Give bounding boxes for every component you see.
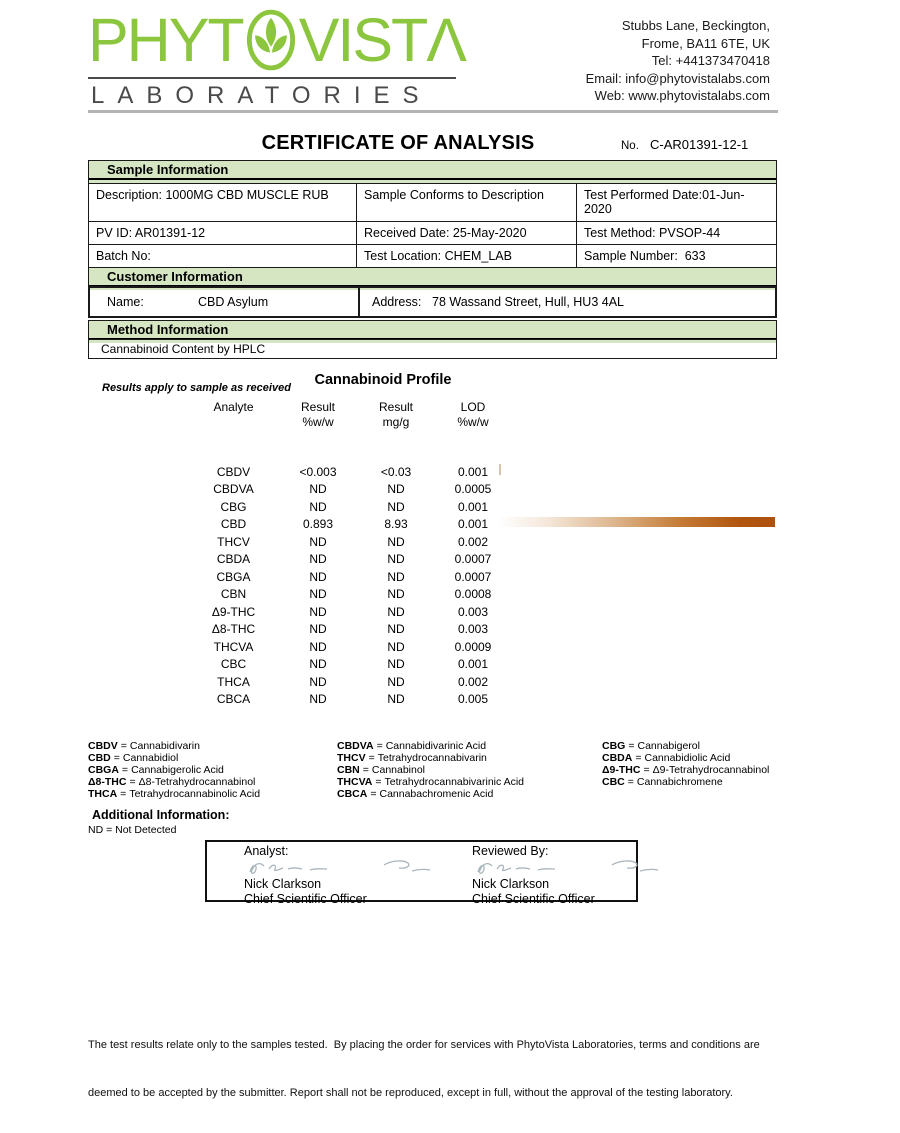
customer-address-cell bbox=[358, 288, 775, 316]
additional-information-title: Additional Information: bbox=[92, 808, 230, 822]
lod-value: 0.002 bbox=[457, 534, 489, 549]
result-pct: <0.003 bbox=[299, 464, 337, 479]
footer-line: deemed to be accepted by the submitter. Report shall not be reproduced, except in full, without the approval of the testing laboratory. bbox=[88, 1087, 733, 1099]
footer-disclaimer bbox=[88, 1005, 833, 1133]
result-pct: ND bbox=[309, 569, 327, 584]
analyte-row bbox=[191, 516, 514, 534]
analyte-row bbox=[191, 638, 514, 656]
result-pct: ND bbox=[309, 657, 327, 672]
table-row bbox=[89, 245, 777, 268]
analyte-header: Analyte bbox=[213, 400, 254, 414]
result-pct: ND bbox=[309, 482, 327, 497]
analyte-name: THCV bbox=[217, 534, 250, 549]
customer-information-box bbox=[88, 286, 777, 318]
reviewed-by-label: Reviewed By: bbox=[472, 844, 549, 858]
analyte-name: THCA bbox=[217, 674, 250, 689]
result-mg-header: Result mg/g bbox=[378, 400, 413, 429]
result-pct: ND bbox=[309, 499, 327, 514]
legend-item: CBD = Cannabidiol bbox=[88, 751, 179, 764]
legend-item: CBG = Cannabigerol bbox=[602, 740, 700, 752]
analyte-name: CBCA bbox=[216, 692, 251, 707]
lod-value: 0.002 bbox=[457, 674, 489, 689]
analyte-name: CBG bbox=[220, 499, 247, 514]
customer-name-label: Name: bbox=[107, 295, 144, 309]
reviewer-title: Chief Scientific Officer bbox=[472, 892, 595, 906]
test-method-cell: Test Method: PVSOP-44 bbox=[577, 222, 777, 245]
result-mg: ND bbox=[387, 692, 405, 707]
description-cell: Description: 1000MG CBD MUSCLE RUB bbox=[89, 184, 357, 222]
legend-item: CBCA = Cannabachromenic Acid bbox=[337, 787, 494, 800]
legend-column-1 bbox=[88, 741, 260, 801]
logo-text-pre: PHYT bbox=[88, 5, 243, 74]
analyte-name: Δ8-THC bbox=[211, 622, 256, 637]
concentration-gradient-bar bbox=[498, 517, 775, 527]
certificate-no-label: No. bbox=[621, 140, 639, 152]
analyst-name: Nick Clarkson bbox=[244, 877, 322, 891]
reviewer-signature bbox=[472, 859, 662, 877]
analyte-name: CBC bbox=[220, 657, 247, 672]
legend-item: CBDVA = Cannabidivarinic Acid bbox=[337, 740, 487, 752]
received-date-cell: Received Date: 25-May-2020 bbox=[357, 222, 577, 245]
legend-item: THCA = Tetrahydrocannabinolic Acid bbox=[88, 787, 261, 800]
analyte-name: CBGA bbox=[216, 569, 251, 584]
analyte-name: CBD bbox=[220, 517, 247, 532]
legend-item: CBN = Cannabinol bbox=[337, 763, 426, 776]
legend-column-3 bbox=[602, 741, 769, 789]
analyte-name: Δ9-THC bbox=[211, 604, 256, 619]
certificate-title: CERTIFICATE OF ANALYSIS bbox=[261, 132, 535, 154]
customer-name-value: CBD Asylum bbox=[198, 295, 269, 309]
result-mg: ND bbox=[387, 482, 405, 497]
cannabinoid-results-table bbox=[191, 463, 514, 708]
logo-wordmark bbox=[88, 5, 466, 74]
customer-name-cell bbox=[90, 288, 358, 316]
lod-header: LOD %w/w bbox=[457, 400, 489, 429]
method-information-box: Cannabinoid Content by HPLC bbox=[88, 339, 777, 359]
results-note: Results apply to sample as received bbox=[102, 382, 291, 394]
result-mg: ND bbox=[387, 604, 405, 619]
analyst-label: Analyst: bbox=[244, 844, 289, 858]
customer-address-value: 78 Wassand Street, Hull, HU3 4AL bbox=[432, 295, 624, 309]
analyte-row bbox=[191, 498, 514, 516]
pv-id-cell: PV ID: AR01391-12 bbox=[89, 222, 357, 245]
result-mg: ND bbox=[387, 587, 405, 602]
header-divider bbox=[88, 110, 778, 113]
chromatogram-tick bbox=[499, 464, 501, 475]
contact-line-address2: Frome, BA11 6TE, UK bbox=[641, 35, 770, 51]
lod-value: 0.0007 bbox=[454, 552, 492, 567]
test-performed-date-cell: Test Performed Date:01-Jun-2020 bbox=[577, 184, 777, 222]
analyte-row bbox=[191, 533, 514, 551]
legend-item: THCVA = Tetrahydrocannabivarinic Acid bbox=[337, 775, 525, 788]
result-pct: 0.893 bbox=[302, 517, 334, 532]
sample-information-band bbox=[88, 160, 777, 183]
customer-information-title: Customer Information bbox=[89, 268, 776, 287]
analyte-row bbox=[191, 621, 514, 639]
result-mg: ND bbox=[387, 639, 405, 654]
legend-item: CBDV = Cannabidivarin bbox=[88, 740, 200, 752]
analyte-row bbox=[191, 463, 514, 481]
result-mg: ND bbox=[387, 674, 405, 689]
contact-line-web: Web: www.phytovistalabs.com bbox=[594, 88, 770, 103]
lod-value: 0.005 bbox=[457, 692, 489, 707]
reviewer-name: Nick Clarkson bbox=[472, 877, 550, 891]
contact-line-tel: Tel: +441373470418 bbox=[651, 53, 770, 68]
logo-subtext: LABORATORIES bbox=[91, 82, 432, 109]
signature-box bbox=[205, 840, 638, 906]
result-pct-header: Result %w/w bbox=[300, 400, 335, 429]
result-mg: ND bbox=[387, 657, 405, 672]
lod-value: 0.0008 bbox=[454, 587, 492, 602]
analyte-name: CBN bbox=[220, 587, 247, 602]
leaf-icon bbox=[246, 9, 296, 71]
sample-information-table bbox=[88, 183, 777, 268]
legend-item: Δ9-THC = Δ9-Tetrahydrocannabinol bbox=[602, 763, 770, 776]
analyst-signature bbox=[244, 859, 434, 877]
analyte-row bbox=[191, 568, 514, 586]
result-mg: <0.03 bbox=[380, 464, 412, 479]
analyte-row bbox=[191, 673, 514, 691]
legend-item: CBGA = Cannabigerolic Acid bbox=[88, 763, 224, 776]
sample-number-cell: Sample Number: 633 bbox=[577, 245, 777, 268]
lod-value: 0.003 bbox=[457, 622, 489, 637]
analyte-row bbox=[191, 691, 514, 709]
analyte-row bbox=[191, 603, 514, 621]
result-pct: ND bbox=[309, 692, 327, 707]
profile-column-headers bbox=[191, 400, 514, 430]
result-pct: ND bbox=[309, 587, 327, 602]
analyst-title: Chief Scientific Officer bbox=[244, 892, 367, 906]
lod-value: 0.001 bbox=[457, 464, 489, 479]
lab-contact-info bbox=[586, 17, 770, 105]
result-mg: ND bbox=[387, 534, 405, 549]
sample-information-title: Sample Information bbox=[89, 161, 776, 180]
legend-item: CBDA = Cannabidiolic Acid bbox=[602, 751, 731, 764]
result-mg: ND bbox=[387, 499, 405, 514]
logo-divider bbox=[88, 77, 456, 79]
batch-no-cell: Batch No: bbox=[89, 245, 357, 268]
conforms-cell: Sample Conforms to Description bbox=[357, 184, 577, 222]
reviewer-signature-block bbox=[472, 844, 662, 907]
result-mg: 8.93 bbox=[384, 517, 408, 532]
lod-value: 0.001 bbox=[457, 517, 489, 532]
phytovista-logo bbox=[88, 5, 466, 110]
test-location-cell: Test Location: CHEM_LAB bbox=[357, 245, 577, 268]
lod-value: 0.0007 bbox=[454, 569, 492, 584]
result-pct: ND bbox=[309, 674, 327, 689]
analyte-name: THCVA bbox=[213, 639, 254, 654]
analyte-row bbox=[191, 586, 514, 604]
result-mg: ND bbox=[387, 552, 405, 567]
lod-value: 0.0005 bbox=[454, 482, 492, 497]
result-pct: ND bbox=[309, 622, 327, 637]
lod-value: 0.001 bbox=[457, 499, 489, 514]
analyte-row bbox=[191, 656, 514, 674]
lod-value: 0.003 bbox=[457, 604, 489, 619]
certificate-number: C-AR01391-12-1 bbox=[650, 137, 749, 152]
method-information-title: Method Information bbox=[89, 321, 776, 340]
lod-value: 0.0009 bbox=[454, 639, 492, 654]
lod-value: 0.001 bbox=[457, 657, 489, 672]
result-pct: ND bbox=[309, 604, 327, 619]
result-mg: ND bbox=[387, 622, 405, 637]
legend-column-2 bbox=[337, 741, 524, 801]
result-pct: ND bbox=[309, 552, 327, 567]
analyte-name: CBDVA bbox=[213, 482, 254, 497]
legend-item: Δ8-THC = Δ8-Tetrahydrocannabinol bbox=[88, 775, 256, 788]
analyte-row bbox=[191, 551, 514, 569]
analyte-name: CBDV bbox=[216, 464, 251, 479]
table-row bbox=[89, 222, 777, 245]
customer-address-label: Address: bbox=[372, 295, 422, 309]
sample-information-section bbox=[88, 160, 777, 268]
contact-line-email: Email: info@phytovistalabs.com bbox=[585, 70, 770, 86]
result-pct: ND bbox=[309, 534, 327, 549]
legend-item: CBC = Cannabichromene bbox=[602, 775, 723, 788]
footer-line: The test results relate only to the samples tested. By placing the order for services with PhytoVista Laboratories, terms and conditions are bbox=[88, 1039, 760, 1051]
result-pct: ND bbox=[309, 639, 327, 654]
contact-line-address1: Stubbs Lane, Beckington, bbox=[621, 18, 770, 33]
analyte-row bbox=[191, 481, 514, 499]
analyte-name: CBDA bbox=[216, 552, 251, 567]
legend-item: THCV = Tetrahydrocannabivarin bbox=[337, 751, 487, 764]
nd-definition: ND = Not Detected bbox=[88, 824, 177, 836]
result-mg: ND bbox=[387, 569, 405, 584]
analyst-signature-block bbox=[244, 844, 434, 907]
table-row bbox=[89, 184, 777, 222]
logo-text-post: VISTΛ bbox=[298, 5, 466, 74]
cannabinoid-profile-title: Cannabinoid Profile bbox=[314, 372, 452, 388]
